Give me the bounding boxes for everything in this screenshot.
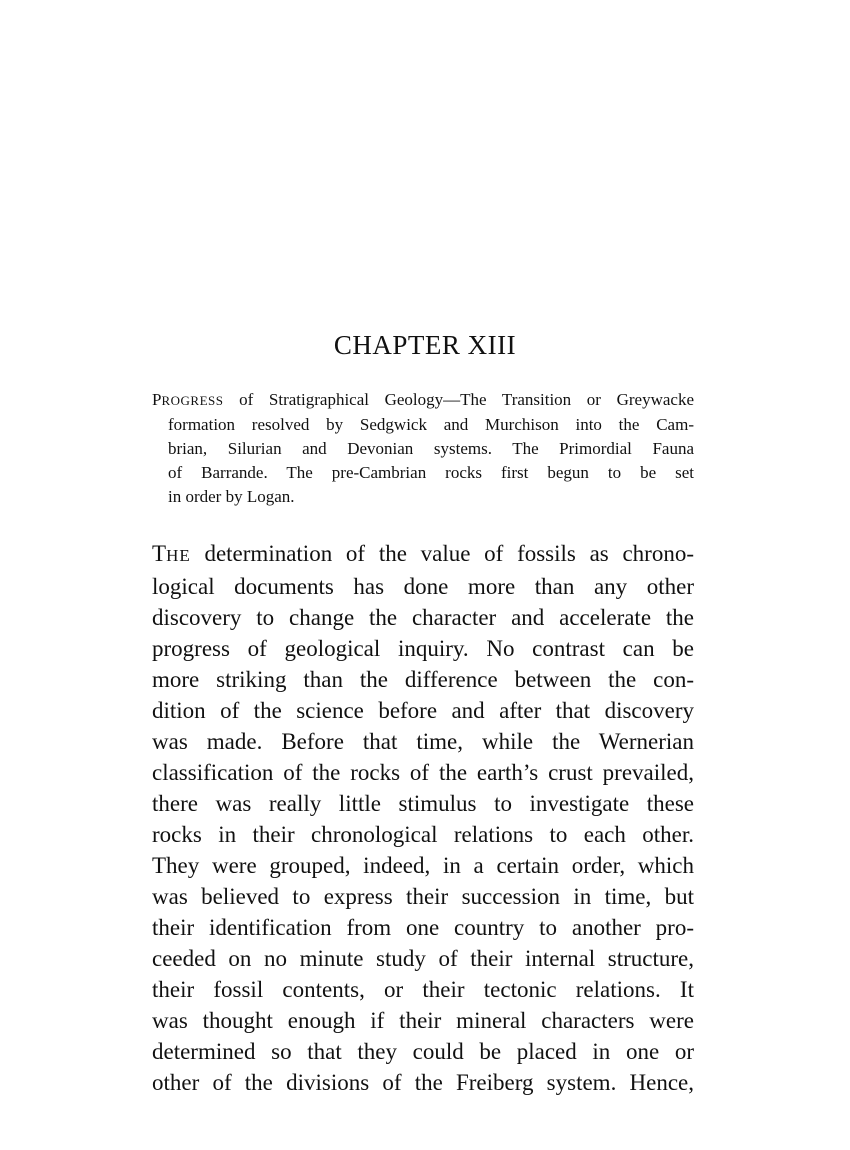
body-line: logical documents has done more than any other [152, 574, 694, 599]
body-line: classification of the rocks of the earth’s crust prevailed, [152, 760, 694, 785]
summary-line [152, 388, 694, 413]
body-line: They were grouped, indeed, in a certain order, which [152, 853, 694, 878]
body-paragraph [152, 538, 694, 1098]
body-line: ceeded on no minute study of their internal structure, [152, 946, 694, 971]
body-line: discovery to change the character and accelerate the [152, 605, 694, 630]
summary-smallcaps: ROGRESS [161, 393, 224, 408]
summary-initial: P [152, 390, 162, 409]
summary-line: brian, Silurian and Devonian systems. The Primordial Fauna [168, 439, 694, 458]
body-line: was made. Before that time, while the Wernerian [152, 729, 694, 754]
body-line: more striking than the difference between the con- [152, 667, 694, 692]
body-line: their fossil contents, or their tectonic relations. It [152, 977, 694, 1002]
body-initial: T [152, 541, 167, 566]
body-line-text: determination of the value of fossils as chrono- [190, 541, 694, 566]
summary-line: of Barrande. The pre-Cambrian rocks first begun to be set [168, 463, 694, 482]
summary-line-text: of Stratigraphical Geology—The Transition or Greywacke [223, 390, 694, 409]
chapter-summary [152, 388, 694, 509]
body-smallcaps: HE [166, 546, 191, 565]
summary-line: in order by Logan. [168, 487, 295, 506]
body-line: progress of geological inquiry. No contrast can be [152, 636, 694, 661]
body-line: their identification from one country to another pro- [152, 915, 694, 940]
body-line: was believed to express their succession in time, but [152, 884, 694, 909]
body-line: there was really little stimulus to investigate these [152, 791, 694, 816]
body-line [152, 538, 694, 571]
summary-line: formation resolved by Sedgwick and Murchison into the Cam- [168, 415, 694, 434]
body-line: other of the divisions of the Freiberg system. Hence, [152, 1070, 694, 1095]
body-line: rocks in their chronological relations to each other. [152, 822, 694, 847]
body-line: dition of the science before and after that discovery [152, 698, 694, 723]
body-line: determined so that they could be placed in one or [152, 1039, 694, 1064]
body-line: was thought enough if their mineral characters were [152, 1008, 694, 1033]
chapter-title: CHAPTER XIII [333, 330, 517, 360]
